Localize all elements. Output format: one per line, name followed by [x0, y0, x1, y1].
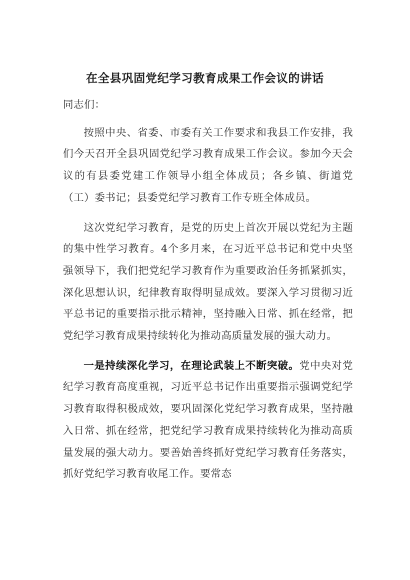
document-body	[63, 95, 353, 494]
paragraph-text: 按照中央、省委、市委有关工作要求和我县工作安排，我们今天召开全县巩固党纪学习教育成果工作会议。参加今天会议的有县委党建工作领导小组全体成员；各乡镇、街道党（工）委书记；县委党纪学习教育工作专班全体成员。	[63, 126, 353, 204]
salutation: 同志们：	[63, 99, 106, 111]
paragraph-point-one	[63, 356, 353, 486]
paragraph-text: 这次党纪学习教育，是党的历史上首次开展以党纪为主题的集中性学习教育。4个多月来，在习近平总书记和党中央坚强领导下，我们把党纪学习教育作为重要政治任务抓紧抓实，深化思想认识，纪律教育取得明显成效。要深入学习贯彻习近平总书记的重要指示批示精神，坚持融入日常、抓在经常，把党纪学习教育成果持续转化为推动高质量发展的强大动力。	[63, 221, 353, 343]
paragraph-meeting-intro	[63, 123, 353, 210]
document-title: 在全县巩固党纪学习教育成果工作会议的讲话	[86, 71, 324, 85]
paragraph-education-overview	[63, 218, 353, 348]
paragraph-text: 党中央对党纪学习教育高度重视，习近平总书记作出重要指示强调党纪学习教育取得积极成效，要巩固深化党纪学习教育成果，坚持融入日常、抓在经常，把党纪学习教育成果持续转化为推动高质量发展的强大动力。要善始善终抓好党纪学习教育任务落实，抓好党纪学习教育收尾工作。要常态	[63, 359, 354, 481]
paragraph-heading: 一是持续深化学习，在理论武装上不断突破。	[83, 359, 300, 372]
